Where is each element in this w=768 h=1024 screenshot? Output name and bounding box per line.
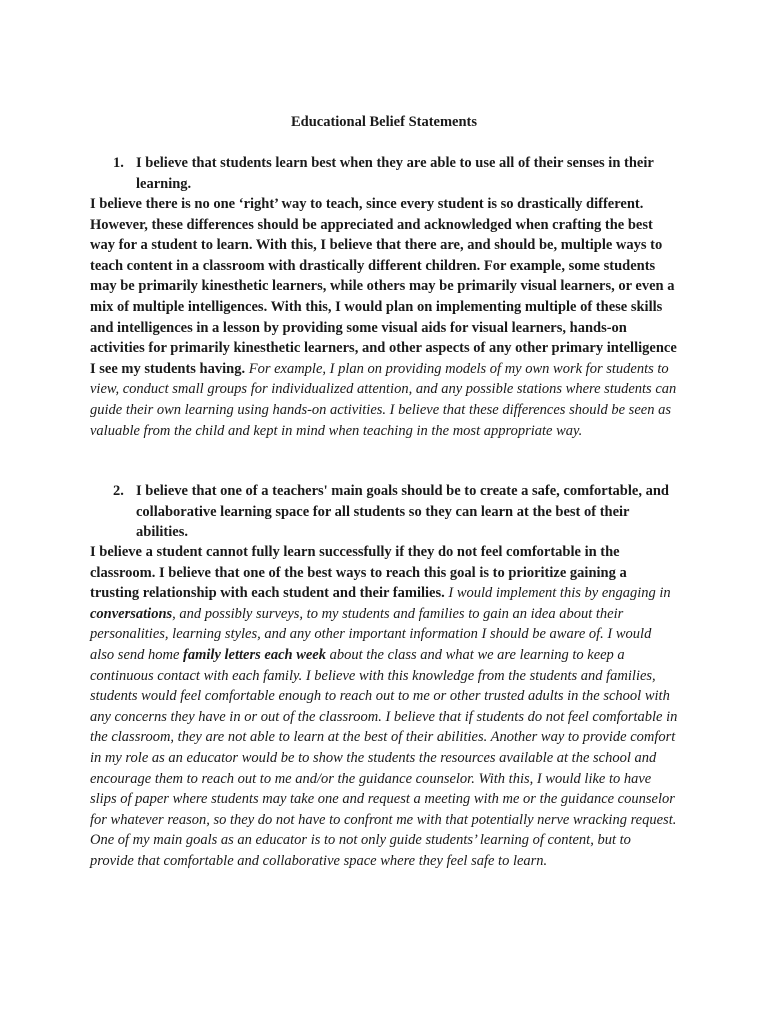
emphasis-family-letters: family letters each week bbox=[183, 646, 326, 663]
document-title: Educational Belief Statements bbox=[290, 114, 478, 130]
explanation-italic-text: For example, I plan on providing models of my own work for students to view, conduct small groups for individualized attention, and any possible stations where students can guide their own learning using hands-on activities. I believe that these differences should be seen as valuable from the child and kept in mind when teaching in the most appropriate way. bbox=[90, 360, 677, 439]
statement-text: I believe that students learn best when they are able to use all of their senses in their learning. bbox=[136, 155, 654, 192]
emphasis-conversations: conversations bbox=[90, 605, 173, 622]
explanation-italic-text: about the class and what we are learning to keep a continuous contact with each family. I believe with this knowledge from the students and families, students would feel comfortable enough to reach out to me or other trusted adults in the school with any concerns they have in or out of the classroom. I believe that if students do not feel comfortable in the classroom, they are not able to learn at the best of their abilities. Another way to provide comfort in my role as an educator would be to show the students the resources available at the school and encourage them to reach out to me and/or the guidance counselor. With this, I would like to have slips of paper where students may take one and request a meeting with me or the guidance counselor for whatever reason, so they do not have to confront me with that potentially nerve wracking request. One of my main goals as an educator is to not only guide students’ learning of content, but to provide that comfortable and collaborative space where they feel safe to learn. bbox=[90, 646, 678, 869]
explanation-bold-text: I believe there is no one ‘right’ way to teach, since every student is so drastically different. However, these differences should be appreciated and acknowledged when crafting the best way for a student to learn. With this, I believe that there are, and should be, multiple ways to teach content in a classroom with drastically different children. For example, some students may be primarily kinesthetic learners, while others may be primarily visual learners, or even a mix of multiple intelligences. With this, I would plan on implementing multiple of these skills and intelligences in a lesson by providing some visual aids for visual learners, hands-on activities for primarily kinesthetic learners, and other aspects of any other primary intelligence I see my students having. bbox=[90, 196, 677, 377]
explanation-bold-text: I believe a student cannot fully learn successfully if they do not feel comfortable in the classroom. I believe that one of the best ways to reach this goal is to prioritize gaining a trusting relationship with each student and their families. bbox=[90, 544, 627, 602]
statement-1-explanation bbox=[90, 194, 678, 441]
statement-text: I believe that one of a teachers' main goals should be to create a safe, comfortable, and collaborative learning space for all students so they can learn at the best of their abilities. bbox=[136, 483, 669, 540]
belief-statement-2 bbox=[90, 481, 678, 543]
statement-2-explanation bbox=[90, 542, 678, 872]
belief-statement-1 bbox=[90, 153, 678, 194]
statement-number: 2. bbox=[113, 483, 124, 499]
explanation-italic-text: , and possibly surveys, to my students and families to gain an idea about their personalities, learning styles, and any other important information I should be aware of. I would also send home bbox=[90, 605, 652, 663]
explanation-italic-text: I would implement this by engaging in bbox=[444, 585, 671, 602]
statement-number: 1. bbox=[113, 155, 124, 171]
